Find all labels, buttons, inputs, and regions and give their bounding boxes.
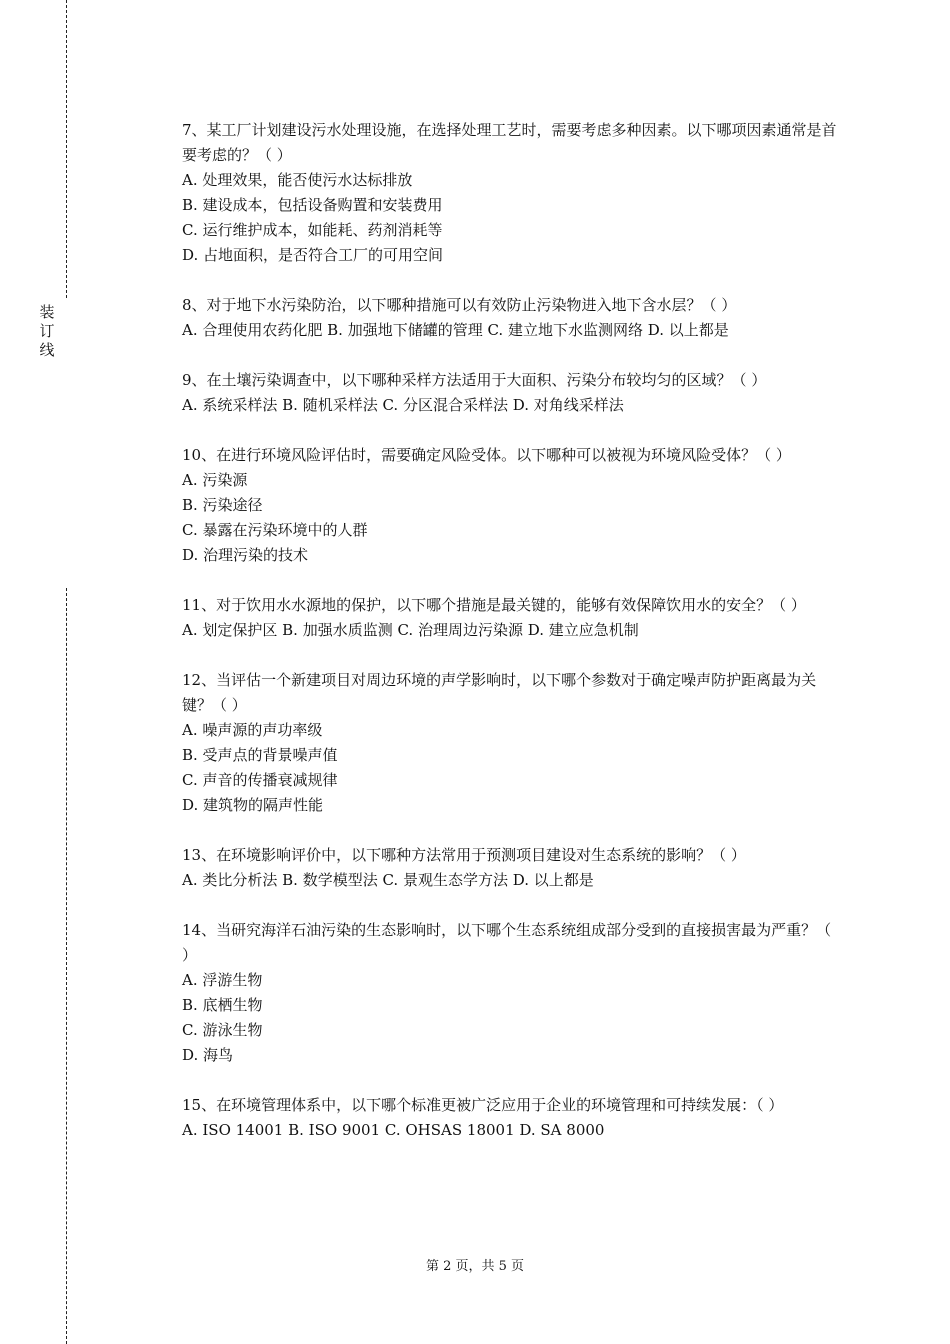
page-footer bbox=[0, 1258, 950, 1276]
option-a: A. 处理效果，能否使污水达标排放 bbox=[182, 171, 413, 189]
option-a: A. 噪声源的声功率级 bbox=[182, 721, 323, 739]
binding-char: 订 bbox=[39, 322, 55, 340]
question-stem: 8、对于地下水污染防治，以下哪种措施可以有效防止污染物进入地下含水层？（ ） bbox=[182, 296, 737, 314]
option-a: A. 浮游生物 bbox=[182, 971, 263, 989]
question-11 bbox=[182, 593, 838, 643]
options-line: A. 类比分析法 B. 数学模型法 C. 景观生态学方法 D. 以上都是 bbox=[182, 871, 594, 889]
options-line: A. 划定保护区 B. 加强水质监测 C. 治理周边污染源 D. 建立应急机制 bbox=[182, 621, 639, 639]
option-d: D. 治理污染的技术 bbox=[182, 546, 309, 564]
question-15 bbox=[182, 1093, 838, 1143]
option-d: D. 建筑物的隔声性能 bbox=[182, 796, 324, 814]
option-c: C. 游泳生物 bbox=[182, 1021, 263, 1039]
question-stem: 12、当评估一个新建项目对周边环境的声学影响时，以下哪个参数对于确定噪声防护距离最为关键？（ ） bbox=[182, 671, 817, 714]
option-b: B. 底栖生物 bbox=[182, 996, 263, 1014]
option-b: B. 受声点的背景噪声值 bbox=[182, 746, 338, 764]
binding-line-bottom bbox=[66, 588, 67, 1344]
question-stem: 7、某工厂计划建设污水处理设施，在选择处理工艺时，需要考虑多种因素。以下哪项因素通常是首要考虑的？（ ） bbox=[182, 121, 837, 164]
question-8 bbox=[182, 293, 838, 343]
question-13 bbox=[182, 843, 838, 893]
question-12 bbox=[182, 668, 838, 818]
option-b: B. 污染途径 bbox=[182, 496, 263, 514]
question-stem: 13、在环境影响评价中，以下哪种方法常用于预测项目建设对生态系统的影响？（ ） bbox=[182, 846, 746, 864]
question-stem: 9、在土壤污染调查中，以下哪种采样方法适用于大面积、污染分布较均匀的区域？（ ） bbox=[182, 371, 767, 389]
options-line: A. ISO 14001 B. ISO 9001 C. OHSAS 18001 D. SA 8000 bbox=[182, 1121, 605, 1139]
option-a: A. 污染源 bbox=[182, 471, 248, 489]
option-c: C. 暴露在污染环境中的人群 bbox=[182, 521, 368, 539]
question-list bbox=[182, 118, 838, 1168]
question-9 bbox=[182, 368, 838, 418]
question-stem: 15、在环境管理体系中，以下哪个标准更被广泛应用于企业的环境管理和可持续发展：（ ） bbox=[182, 1096, 784, 1114]
options-line: A. 系统采样法 B. 随机采样法 C. 分区混合采样法 D. 对角线采样法 bbox=[182, 396, 624, 414]
option-c: C. 运行维护成本，如能耗、药剂消耗等 bbox=[182, 221, 443, 239]
option-d: D. 海鸟 bbox=[182, 1046, 234, 1064]
option-c: C. 声音的传播衰减规律 bbox=[182, 771, 338, 789]
question-10 bbox=[182, 443, 838, 568]
option-b: B. 建设成本，包括设备购置和安装费用 bbox=[182, 196, 443, 214]
options-line: A. 合理使用农药化肥 B. 加强地下储罐的管理 C. 建立地下水监测网络 D. 以上都是 bbox=[182, 321, 729, 339]
binding-char: 线 bbox=[39, 341, 55, 359]
question-7 bbox=[182, 118, 838, 268]
question-14 bbox=[182, 918, 838, 1068]
question-stem: 14、当研究海洋石油污染的生态影响时，以下哪个生态系统组成部分受到的直接损害最为严重？（ ） bbox=[182, 921, 832, 964]
binding-label bbox=[38, 303, 56, 360]
page-number: 第 2 页，共 5 页 bbox=[425, 1259, 525, 1274]
option-d: D. 占地面积，是否符合工厂的可用空间 bbox=[182, 246, 444, 264]
question-stem: 10、在进行环境风险评估时，需要确定风险受体。以下哪种可以被视为环境风险受体？（ ） bbox=[182, 446, 791, 464]
binding-char: 装 bbox=[39, 303, 55, 321]
question-stem: 11、对于饮用水水源地的保护，以下哪个措施是最关键的，能够有效保障饮用水的安全？（ ） bbox=[182, 596, 806, 614]
binding-line-top bbox=[66, 0, 67, 298]
